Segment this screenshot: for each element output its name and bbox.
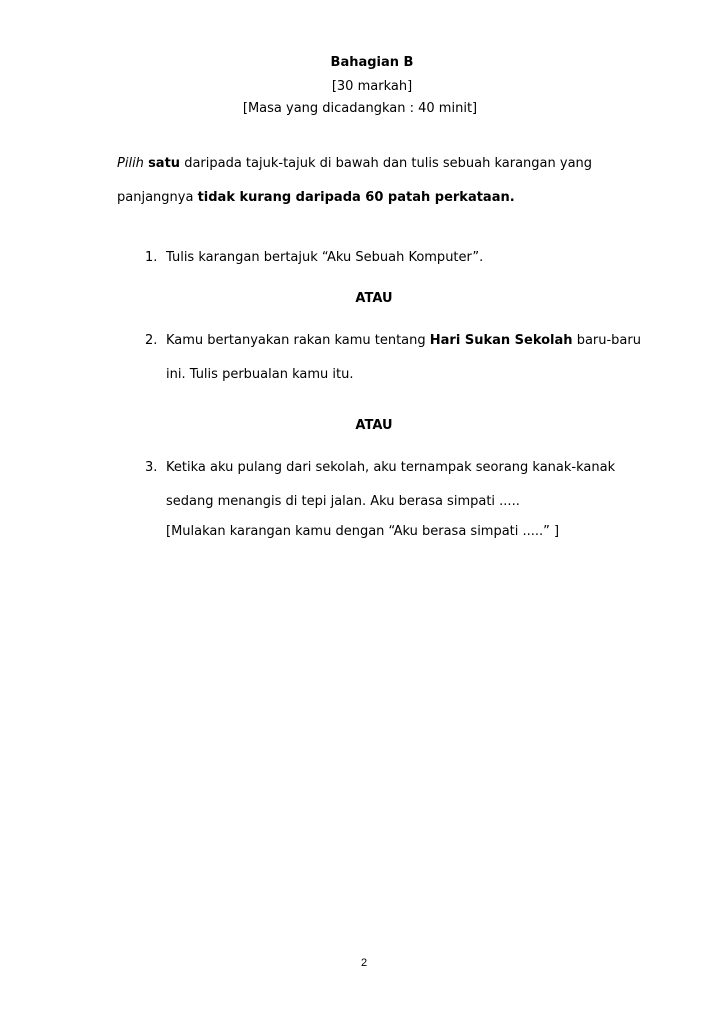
question-3-line-2: sedang menangis di tepi jalan. Aku berasa simpati ..... <box>166 494 520 509</box>
question-2-line-2: ini. Tulis perbualan kamu itu. <box>166 367 354 382</box>
section-title: Bahagian B <box>330 55 414 70</box>
question-3-number: 3. <box>145 460 158 475</box>
question-2-end: baru-baru <box>576 333 641 348</box>
instruction-line-1 <box>117 156 592 172</box>
instruction-pilih: Pilih <box>117 156 144 171</box>
question-3-line-1: Ketika aku pulang dari sekolah, aku ternampak seorang kanak-kanak <box>166 460 616 475</box>
instruction-start: panjangnya <box>117 190 194 205</box>
question-2-line-1 <box>166 333 641 349</box>
question-2-start: Kamu bertanyakan rakan kamu tentang <box>166 333 426 348</box>
instruction-satu: satu <box>148 156 181 171</box>
instruction-rest: daripada tajuk-tajuk di bawah dan tulis sebuah karangan yang <box>184 156 593 171</box>
question-2-bold: Hari Sukan Sekolah <box>429 333 573 348</box>
page-number: 2 <box>360 957 368 969</box>
question-2-number: 2. <box>145 333 158 348</box>
question-3-line-3: [Mulakan karangan kamu dengan “Aku berasa simpati .....” ] <box>166 524 560 539</box>
question-1-text: Tulis karangan bertajuk “Aku Sebuah Komputer”. <box>166 250 484 265</box>
marks-label: [30 markah] <box>331 79 413 94</box>
separator-atau-1: ATAU <box>355 291 393 306</box>
separator-atau-2: ATAU <box>355 418 393 433</box>
question-1-number: 1. <box>145 250 158 265</box>
instruction-line-2 <box>117 190 515 206</box>
time-label: [Masa yang dicadangkan : 40 minit] <box>242 101 478 116</box>
instruction-bold: tidak kurang daripada 60 patah perkataan. <box>197 190 515 205</box>
